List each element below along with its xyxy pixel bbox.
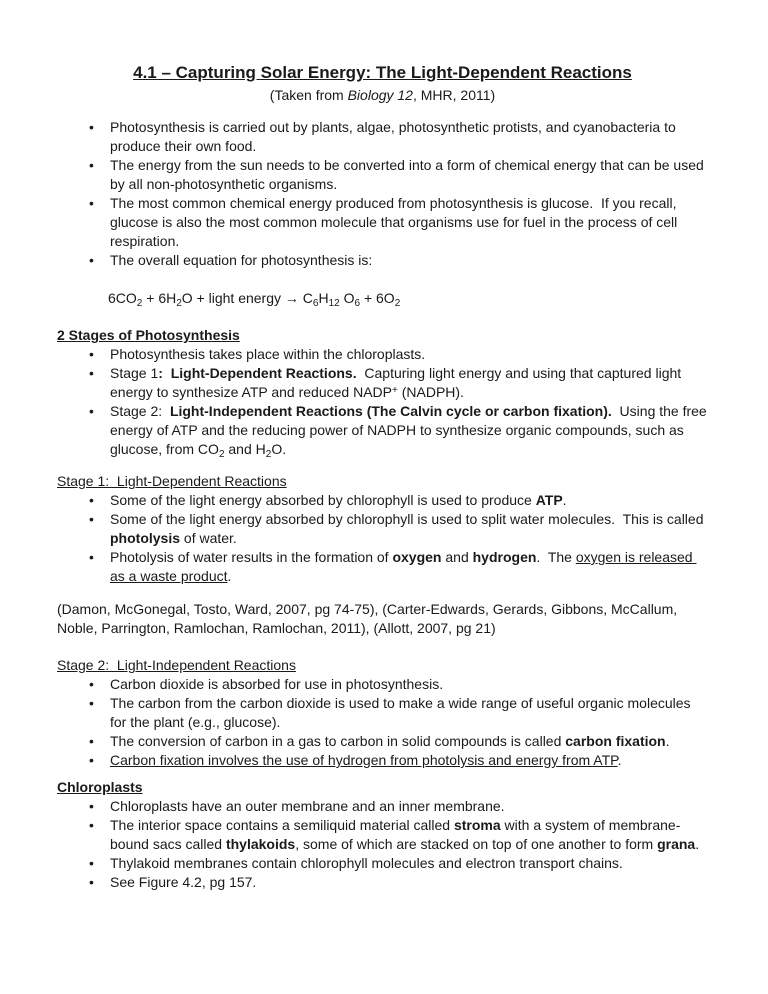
list-item: • The conversion of carbon in a gas to carbon in solid compounds is called carbon fixation. [87,732,708,751]
list-item: • Thylakoid membranes contain chlorophyll molecules and electron transport chains. [87,854,708,873]
list-item: • Carbon dioxide is absorbed for use in photosynthesis. [87,675,708,694]
list-item: • The interior space contains a semiliquid material called stroma with a system of membrane-bound sacs called thylakoids, some of which are stacked on top of one another to form grana. [87,816,708,854]
source-line [57,86,708,105]
list-item: • Chloroplasts have an outer membrane and an inner membrane. [87,797,708,816]
list-item: • Photosynthesis is carried out by plants, algae, photosynthetic protists, and cyanobacteria to produce their own food. [87,118,708,156]
list-item: • Some of the light energy absorbed by chlorophyll is used to split water molecules. This is called photolysis of water. [87,510,708,548]
intro-bullet-list [57,118,708,270]
heading-stage2: Stage 2: Light-Independent Reactions [57,657,296,673]
chloroplasts-list [57,797,708,892]
list-item: • The overall equation for photosynthesis is: [87,251,708,270]
stage2-list [57,675,708,770]
list-item: • Some of the light energy absorbed by chlorophyll is used to produce ATP. [87,491,708,510]
heading-chloroplasts: Chloroplasts [57,779,143,795]
heading-stage1: Stage 1: Light-Dependent Reactions [57,473,287,489]
list-item: • Carbon fixation involves the use of hydrogen from photolysis and energy from ATP. [87,751,708,770]
list-item: • Photolysis of water results in the formation of oxygen and hydrogen. The oxygen is released as a waste product. [87,548,708,586]
list-item: • The carbon from the carbon dioxide is used to make a wide range of useful organic molecules for the plant (e.g., glucose). [87,694,708,732]
source-suffix: , MHR, 2011) [412,87,496,103]
heading-2-stages: 2 Stages of Photosynthesis [57,327,240,343]
list-item: • See Figure 4.2, pg 157. [87,873,708,892]
list-item: • The energy from the sun needs to be converted into a form of chemical energy that can be used by all non-photosynthetic organisms. [87,156,708,194]
list-item: • Stage 2: Light-Independent Reactions (The Calvin cycle or carbon fixation). Using the free energy of ATP and the reducing power of NADPH to synthesize organic compounds, such as glucose, from $CO_2$ and $H_2O$. [87,402,708,459]
list-item: • Photosynthesis takes place within the chloroplasts. [87,345,708,364]
source-prefix: (Taken from [269,87,348,103]
stage1-list [57,491,708,586]
list-item: • The most common chemical energy produced from photosynthesis is glucose. If you recall, glucose is also the most common molecule that organisms use for fuel in the process of cell respiration. [87,194,708,251]
photosynthesis-equation: $6CO_2 + 6H_2O$ + light energy → $C_6H_{12}$ $O_6 + 6O_2$ [108,290,401,309]
citation-paragraph: (Damon, McGonegal, Tosto, Ward, 2007, pg 74-75), (Carter-Edwards, Gerards, Gibbons, McCallum, Noble, Parrington, Ramlochan, Ramlochan, 2011), (Allott, 2007, pg 21) [57,601,682,636]
list-item: • Stage 1: Light-Dependent Reactions. Capturing light energy and using that captured light energy to synthesize ATP and reduced NADP+ (NADPH). [87,364,708,402]
source-book-title: Biology 12 [347,87,413,103]
page-title: 4.1 – Capturing Solar Energy: The Light-Dependent Reactions [133,63,632,82]
stages-overview-list [57,345,711,460]
